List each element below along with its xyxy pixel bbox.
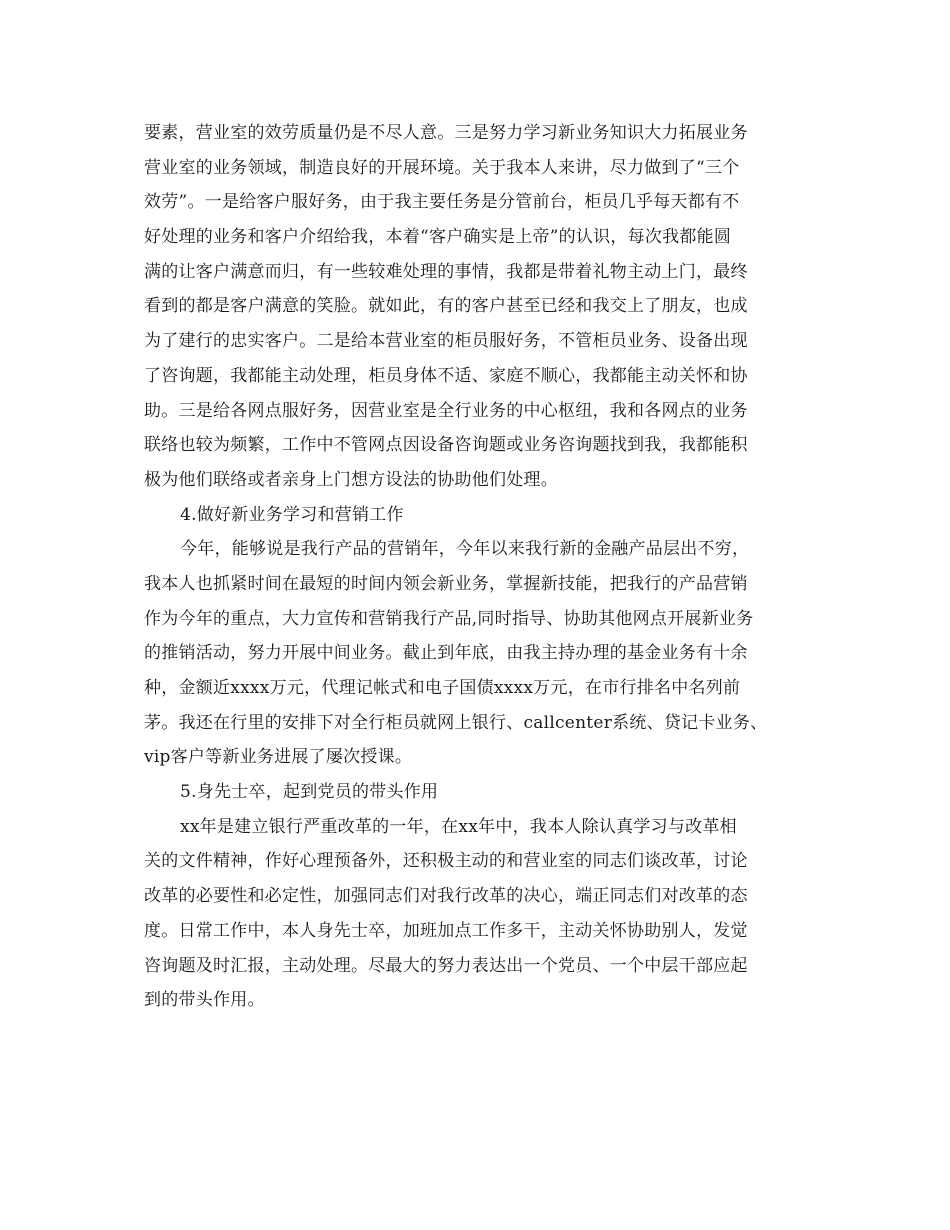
text-line: 联络也较为频繁，工作中不管网点因设备咨询题或业务咨询题找到我，我都能积 [144,435,748,456]
text-line: 作为今年的重点，大力宣传和营销我行产品,同时指导、协助其他网点开展新业务 [144,608,754,629]
text-line: 营业室的业务领域，制造良好的开展环境。关于我本人来讲，尽力做到了“三个 [144,157,740,178]
text-line: 茅。我还在行里的安排下对全行柜员就网上银行、callcenter系统、贷记卡业务、 [144,712,768,733]
text-line: 4.做好新业务学习和营销工作 [180,504,404,525]
text-line: 好处理的业务和客户介绍给我，本着“客户确实是上帝”的认识，每次我都能圆 [144,227,732,248]
text-line: 的推销活动，努力开展中间业务。截止到年底，由我主持办理的基金业务有十余 [144,643,748,664]
text-line: 看到的都是客户满意的笑脸。就如此，有的客户甚至已经和我交上了朋友，也成 [144,296,748,317]
text-line: 为了建行的忠实客户。二是给本营业室的柜员服好务，不管柜员业务、设备出现 [144,331,748,352]
text-line: 要素，营业室的效劳质量仍是不尽人意。三是努力学习新业务知识大力拓展业务 [144,123,748,143]
text-line: 满的让客户满意而归，有一些较难处理的事情，我都是带着礼物主动上门，最终 [144,261,748,282]
text-line: 到的带头作用。 [144,990,265,1011]
text-line: 助。三是给各网点服好务，因营业室是全行业务的中心枢纽，我和各网点的业务 [144,400,748,421]
text-line: 咨询题及时汇报，主动处理。尽最大的努力表达出一个党员、一个中层干部应起 [144,955,748,976]
document-body [144,116,814,1018]
text-line: xx年是建立银行严重改革的一年，在xx年中，我本人除认真学习与改革相 [180,816,737,837]
text-line: 种，金额近xxxx万元，代理记帐式和电子国债xxxx万元，在市行排名中名列前 [144,678,741,698]
text-line: 极为他们联络或者亲身上门想方设法的协助他们处理。 [144,469,558,490]
text-line: 了咨询题，我都能主动处理，柜员身体不适、家庭不顺心，我都能主动关怀和协 [144,365,748,386]
text-line: 我本人也抓紧时间在最短的时间内领会新业务，掌握新技能，把我行的产品营销 [144,573,748,594]
text-line: 改革的必要性和必定性，加强同志们对我行改革的决心，端正同志们对改革的态 [144,886,748,907]
text-line: 效劳”。一是给客户服好务，由于我主要任务是分管前台，柜员几乎每天都有不 [144,192,740,213]
text-line: vip客户等新业务进展了屡次授课。 [144,747,413,768]
text-line: 今年，能够说是我行产品的营销年，今年以来我行新的金融产品层出不穷， [180,539,750,560]
text-line: 度。日常工作中，本人身先士卒，加班加点工作多干，主动关怀协助别人，发觉 [144,920,748,941]
text-line: 5.身先士卒，起到党员的带头作用 [180,782,439,803]
text-line: 关的文件精神，作好心理预备外，还积极主动的和营业室的同志们谈改革，讨论 [144,851,748,872]
